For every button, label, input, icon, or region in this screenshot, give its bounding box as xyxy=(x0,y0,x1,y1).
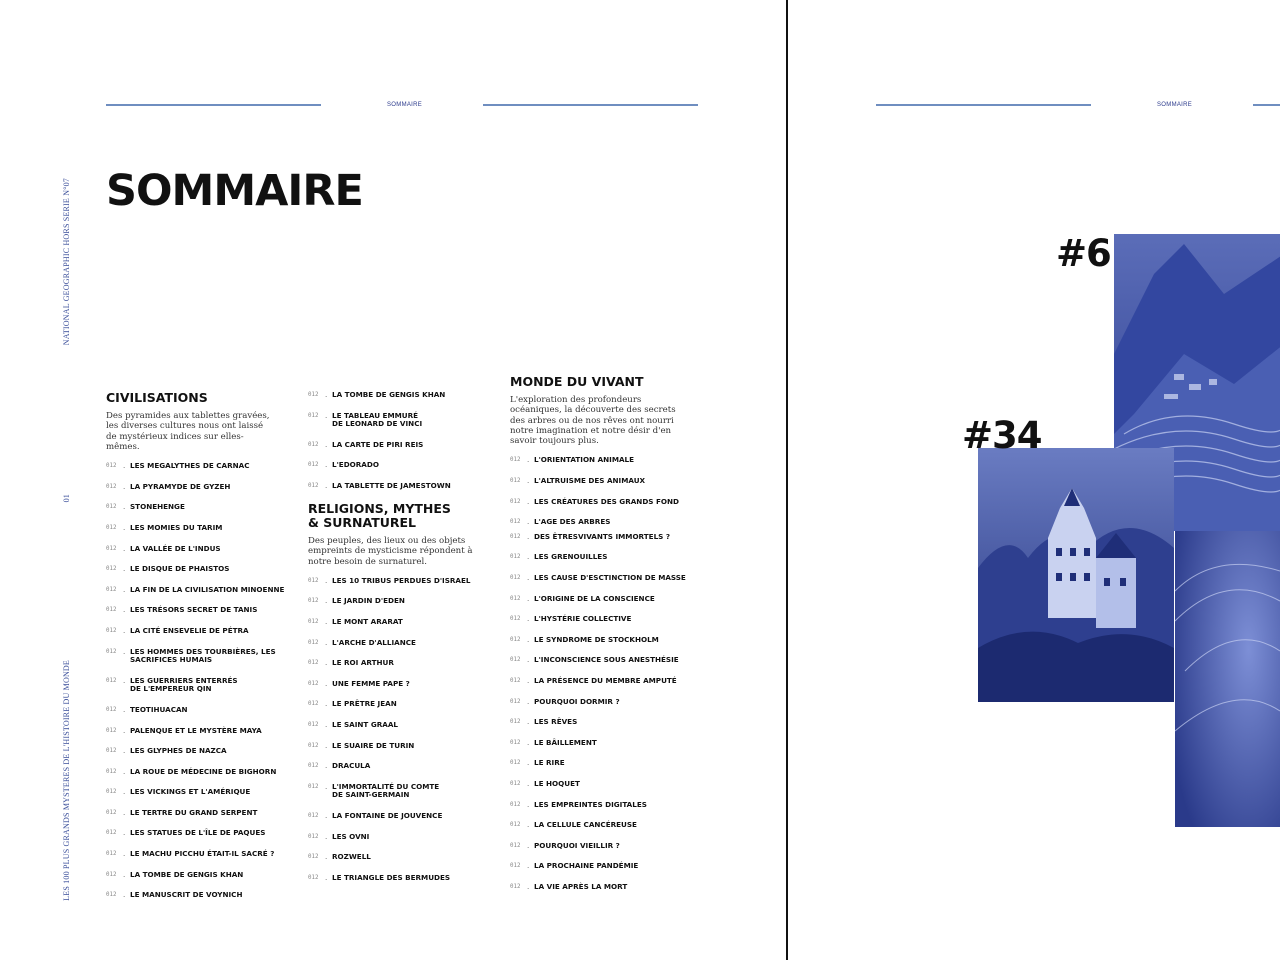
toc-page-number: 012 xyxy=(510,457,521,464)
toc-page-number: 012 xyxy=(106,871,117,878)
toc-separator: . xyxy=(527,717,530,727)
toc-label: L'ORIGINE DE LA CONSCIENCE xyxy=(534,593,655,603)
toc-page-number: 012 xyxy=(308,742,319,749)
toc-page-number: 012 xyxy=(106,851,117,858)
toc-separator: . xyxy=(123,522,126,532)
toc-page-number: 012 xyxy=(308,763,319,770)
toc-item[interactable] xyxy=(106,545,288,554)
toc-item[interactable] xyxy=(510,518,692,527)
toc-page-number: 012 xyxy=(106,648,117,655)
toc-item[interactable] xyxy=(308,659,490,668)
toc-label: LA VIE APRÈS LA MORT xyxy=(534,881,628,891)
section-religions xyxy=(308,502,490,882)
toc-page-number: 012 xyxy=(106,504,117,511)
toc-label: LA CELLULE CANCÉREUSE xyxy=(534,820,637,830)
toc-item[interactable] xyxy=(106,565,288,574)
toc-separator: . xyxy=(527,517,530,527)
toc-label: L'AGE DES ARBRES xyxy=(534,517,611,527)
toc-separator: . xyxy=(123,461,126,471)
header-rule-right xyxy=(1253,104,1280,106)
toc-item[interactable] xyxy=(106,809,288,818)
toc-page-number: 012 xyxy=(106,607,117,614)
header-rule-left xyxy=(106,104,321,106)
toc-page-number: 012 xyxy=(106,789,117,796)
toc-separator: . xyxy=(325,439,328,449)
toc-separator: . xyxy=(325,872,328,882)
toc-item[interactable] xyxy=(308,783,490,800)
toc-item[interactable] xyxy=(106,891,288,900)
toc-label: LES GRENOUILLES xyxy=(534,552,608,562)
toc-item[interactable] xyxy=(106,586,288,595)
toc-separator: . xyxy=(527,573,530,583)
toc-item[interactable] xyxy=(510,780,692,789)
toc-label: L'HYSTÉRIE COLLECTIVE xyxy=(534,614,632,624)
toc-item[interactable] xyxy=(106,871,288,880)
toc-item[interactable] xyxy=(308,441,490,450)
toc-separator: . xyxy=(325,637,328,647)
toc-item[interactable] xyxy=(106,677,288,694)
toc-item[interactable] xyxy=(308,597,490,606)
toc-item[interactable] xyxy=(308,639,490,648)
toc-label: ROZWELL xyxy=(332,852,371,862)
toc-page-number: 012 xyxy=(308,833,319,840)
section-monde-du-vivant xyxy=(510,375,692,892)
toc-separator: . xyxy=(123,502,126,512)
section-civilisations-continued xyxy=(308,391,490,491)
toc-label: LE BÂILLEMENT xyxy=(534,737,597,747)
toc-label: LA FONTAINE DE JOUVENCE xyxy=(332,811,443,821)
toc-item[interactable] xyxy=(106,747,288,756)
toc-page-number: 012 xyxy=(510,616,521,623)
toc-label: L'IMMORTALITÉ DU COMTE DE SAINT-GERMAIN xyxy=(332,781,440,800)
photo-label-34: #34 xyxy=(962,414,1042,457)
toc-separator: . xyxy=(123,828,126,838)
toc-item[interactable] xyxy=(510,801,692,810)
toc-item[interactable] xyxy=(510,698,692,707)
toc-separator: . xyxy=(123,481,126,491)
toc-page-number: 012 xyxy=(308,874,319,881)
bran-castle-photo xyxy=(978,448,1174,702)
toc-label: LE SAINT GRAAL xyxy=(332,720,398,730)
toc-label: LA TOMBE DE GENGIS KHAN xyxy=(332,390,446,399)
toc-item[interactable] xyxy=(308,618,490,627)
toc-item[interactable] xyxy=(308,874,490,883)
toc-item[interactable] xyxy=(510,656,692,665)
toc-item[interactable] xyxy=(308,812,490,821)
toc-item[interactable] xyxy=(510,498,692,507)
toc-page-number: 012 xyxy=(510,636,521,643)
toc-list xyxy=(510,456,692,891)
toc-page-number: 012 xyxy=(308,701,319,708)
toc-item[interactable] xyxy=(510,677,692,686)
toc-item[interactable] xyxy=(106,706,288,715)
toc-separator: . xyxy=(325,678,328,688)
toc-page-number: 012 xyxy=(106,809,117,816)
toc-label: LES CAUSE D'ESCTINCTION DE MASSE xyxy=(534,573,686,583)
header-label: SOMMAIRE xyxy=(1157,102,1193,108)
toc-item[interactable] xyxy=(510,883,692,892)
toc-item[interactable] xyxy=(510,615,692,624)
toc-label: L'INCONSCIENCE SOUS ANESTHÉSIE xyxy=(534,655,679,665)
toc-label: LE PRÊTRE JEAN xyxy=(332,699,397,709)
toc-label: LES STATUES DE L'ÎLE DE PAQUES xyxy=(130,828,266,838)
toc-separator: . xyxy=(325,781,328,791)
toc-page-number: 012 xyxy=(308,577,319,584)
toc-separator: . xyxy=(325,390,328,399)
toc-label: LA TABLETTE DE JAMESTOWN xyxy=(332,480,451,490)
toc-label: LA VALLÉE DE L'INDUS xyxy=(130,543,221,553)
toc-page-number: 012 xyxy=(308,412,319,419)
abstract-blue-photo-art xyxy=(1175,531,1280,827)
toc-separator: . xyxy=(123,543,126,553)
toc-page-number: 012 xyxy=(510,739,521,746)
toc-list xyxy=(308,577,490,883)
toc-item[interactable] xyxy=(106,788,288,797)
toc-label: POURQUOI DORMIR ? xyxy=(534,696,620,706)
toc-separator: . xyxy=(325,831,328,841)
toc-separator: . xyxy=(527,737,530,747)
toc-label: LES MEGALYTHES DE CARNAC xyxy=(130,461,250,471)
toc-page-number: 012 xyxy=(510,883,521,890)
toc-label: STONEHENGE xyxy=(130,502,185,512)
toc-item[interactable] xyxy=(510,553,692,562)
toc-label: LES GLYPHES DE NAZCA xyxy=(130,746,227,756)
toc-item[interactable] xyxy=(106,462,288,471)
toc-separator: . xyxy=(527,696,530,706)
toc-page-number: 012 xyxy=(106,892,117,899)
toc-item[interactable] xyxy=(308,762,490,771)
abstract-blue-photo xyxy=(1175,531,1280,827)
toc-label: POURQUOI VIEILLIR ? xyxy=(534,840,620,850)
toc-separator: . xyxy=(325,480,328,490)
toc-label: LE RIRE xyxy=(534,758,565,768)
toc-label: LES MOMIES DU TARIM xyxy=(130,522,223,532)
toc-page-number: 012 xyxy=(308,462,319,469)
toc-item[interactable] xyxy=(308,482,490,491)
toc-label: LE JARDIN D'EDEN xyxy=(332,596,405,606)
photo-label-6: #6 xyxy=(1056,232,1111,275)
toc-page-number: 012 xyxy=(510,595,521,602)
toc-label: L'EDORADO xyxy=(332,460,379,470)
toc-page-number: 012 xyxy=(106,566,117,573)
toc-item[interactable] xyxy=(510,636,692,645)
toc-page-number: 012 xyxy=(510,478,521,485)
toc-label: LES VICKINGS ET L'AMÉRIQUE xyxy=(130,787,251,797)
toc-label: LE TABLEAU EMMURÉ DE LEONARD DE VINCI xyxy=(332,410,423,429)
toc-list xyxy=(308,391,490,491)
toc-label: LES CRÉATURES DES GRANDS FOND xyxy=(534,496,679,506)
toc-page-number: 012 xyxy=(106,830,117,837)
spine-magazine: NATIONAL GEOGRAPHIC HORS SERIE N°07 xyxy=(62,178,71,346)
toc-separator: . xyxy=(527,778,530,788)
toc-item[interactable] xyxy=(106,524,288,533)
toc-page-number: 012 xyxy=(308,392,319,398)
toc-page-number: 012 xyxy=(510,780,521,787)
toc-item[interactable] xyxy=(308,461,490,470)
toc-label: LE TRIANGLE DES BERMUDES xyxy=(332,872,451,882)
toc-separator: . xyxy=(123,704,126,714)
section-title: RELIGIONS, MYTHES & SURNATUREL xyxy=(308,501,451,530)
toc-page-number: 012 xyxy=(308,639,319,646)
toc-separator: . xyxy=(325,699,328,709)
toc-page-number: 012 xyxy=(308,660,319,667)
toc-list xyxy=(106,462,288,900)
toc-label: UNE FEMME PAPE ? xyxy=(332,678,410,688)
toc-separator: . xyxy=(325,720,328,730)
toc-separator: . xyxy=(527,496,530,506)
toc-label: LA PYRAMYDE DE GYZEH xyxy=(130,481,231,491)
toc-page-number: 012 xyxy=(308,854,319,861)
toc-separator: . xyxy=(527,881,530,891)
toc-separator: . xyxy=(527,676,530,686)
toc-label: L'ARCHE D'ALLIANCE xyxy=(332,637,416,647)
toc-label: L'ORIENTATION ANIMALE xyxy=(534,455,635,465)
toc-label: DRACULA xyxy=(332,761,371,771)
toc-item[interactable] xyxy=(106,627,288,636)
toc-separator: . xyxy=(123,646,126,656)
toc-separator: . xyxy=(123,725,126,735)
toc-item[interactable] xyxy=(106,483,288,492)
toc-separator: . xyxy=(527,820,530,830)
toc-separator: . xyxy=(527,476,530,486)
toc-item[interactable] xyxy=(308,412,490,429)
toc-label: LE TERTRE DU GRAND SERPENT xyxy=(130,807,258,817)
toc-separator: . xyxy=(123,625,126,635)
toc-separator: . xyxy=(123,890,126,900)
bran-castle-photo-art xyxy=(978,448,1174,702)
toc-separator: . xyxy=(123,807,126,817)
toc-label: L'ALTRUISME DES ANIMAUX xyxy=(534,476,646,486)
toc-item[interactable] xyxy=(510,862,692,871)
toc-page-number: 012 xyxy=(510,498,521,505)
toc-page-number: 012 xyxy=(510,575,521,582)
toc-page-number: 012 xyxy=(510,678,521,685)
toc-separator: . xyxy=(527,799,530,809)
toc-label: LA CITÉ ENSEVELIE DE PÉTRA xyxy=(130,625,249,635)
toc-page-number: 012 xyxy=(106,727,117,734)
toc-item[interactable] xyxy=(106,768,288,777)
toc-separator: . xyxy=(325,575,328,585)
toc-separator: . xyxy=(527,758,530,768)
toc-label: DES ÊTRESVIVANTS IMMORTELS ? xyxy=(534,531,670,541)
toc-separator: . xyxy=(325,410,328,420)
toc-page-number: 012 xyxy=(106,748,117,755)
spine-folio: 01 xyxy=(62,494,71,503)
toc-label: LA TOMBE DE GENGIS KHAN xyxy=(130,869,244,879)
toc-separator: . xyxy=(527,614,530,624)
toc-page-number: 012 xyxy=(308,722,319,729)
toc-page-number: 012 xyxy=(106,524,117,531)
toc-item[interactable] xyxy=(106,648,288,665)
toc-separator: . xyxy=(527,634,530,644)
toc-item[interactable] xyxy=(308,853,490,862)
toc-page-number: 012 xyxy=(106,545,117,552)
toc-item[interactable] xyxy=(510,456,692,465)
toc-label: LA PROCHAINE PANDÉMIE xyxy=(534,861,639,871)
toc-label: LES RÊVES xyxy=(534,717,578,727)
toc-page-number: 012 xyxy=(106,768,117,775)
toc-item[interactable] xyxy=(510,595,692,604)
toc-item[interactable] xyxy=(308,680,490,689)
toc-item[interactable] xyxy=(510,821,692,830)
toc-page-number: 012 xyxy=(308,813,319,820)
toc-label: LES TRÉSORS SECRET DE TANIS xyxy=(130,605,258,615)
section-title: CIVILISATIONS xyxy=(106,390,208,405)
spine-title: LES 100 PLUS GRANDS MYSTERES DE L'HISTOIRE DU MONDE xyxy=(62,660,71,901)
toc-separator: . xyxy=(527,531,530,541)
toc-item[interactable] xyxy=(308,742,490,751)
toc-label: LE MANUSCRIT DE VOYNICH xyxy=(130,890,243,900)
toc-item[interactable] xyxy=(510,718,692,727)
toc-page-number: 012 xyxy=(308,680,319,687)
toc-page-number: 012 xyxy=(106,463,117,470)
toc-separator: . xyxy=(123,675,126,685)
right-page xyxy=(788,0,1280,960)
toc-separator: . xyxy=(123,766,126,776)
toc-item[interactable] xyxy=(106,850,288,859)
toc-page-number: 012 xyxy=(308,441,319,448)
toc-label: LE MONT ARARAT xyxy=(332,617,403,627)
toc-separator: . xyxy=(527,552,530,562)
toc-separator: . xyxy=(527,655,530,665)
header-rule-right xyxy=(483,104,698,106)
section-description: Des peuples, des lieux ou des objets empreints de mysticisme répondent à notre besoin de surnaturel. xyxy=(308,536,473,567)
toc-item[interactable] xyxy=(308,700,490,709)
toc-separator: . xyxy=(325,811,328,821)
toc-page-number: 012 xyxy=(106,586,117,593)
toc-label: LE SUAIRE DE TURIN xyxy=(332,740,415,750)
header-label: SOMMAIRE xyxy=(387,102,423,108)
toc-separator: . xyxy=(325,852,328,862)
section-description: L'exploration des profondeurs océaniques, la découverte des secrets des arbres ou de nos rêves ont nourri notre imagination et notre désir d'en savoir toujours plus. xyxy=(510,395,676,447)
page-title: SOMMAIRE xyxy=(106,166,363,216)
toc-page-number: 012 xyxy=(510,863,521,870)
toc-page-number: 012 xyxy=(308,783,319,790)
toc-item[interactable] xyxy=(106,829,288,838)
toc-item[interactable] xyxy=(308,833,490,842)
header-rule-left xyxy=(876,104,1091,106)
toc-item[interactable] xyxy=(106,606,288,615)
toc-label: LE MACHU PICCHU ÉTAIT-IL SACRÉ ? xyxy=(130,849,275,859)
toc-label: LE HOQUET xyxy=(534,778,580,788)
toc-separator: . xyxy=(325,658,328,668)
toc-label: LE SYNDROME DE STOCKHOLM xyxy=(534,634,659,644)
toc-item[interactable] xyxy=(106,503,288,512)
toc-label: TEOTIHUACAN xyxy=(130,704,188,714)
toc-item[interactable] xyxy=(308,391,490,400)
toc-page-number: 012 xyxy=(308,482,319,489)
section-description: Des pyramides aux tablettes gravées, les diverses cultures nous ont laissé de mystérieux indices sur elles-mêmes. xyxy=(106,411,270,452)
toc-page-number: 012 xyxy=(510,554,521,561)
toc-page-number: 012 xyxy=(106,627,117,634)
toc-item[interactable] xyxy=(510,477,692,486)
toc-label: LA ROUE DE MÉDECINE DE BIGHORN xyxy=(130,766,277,776)
toc-separator: . xyxy=(527,455,530,465)
toc-separator: . xyxy=(123,564,126,574)
toc-label: LES 10 TRIBUS PERDUES D'ISRAEL xyxy=(332,575,471,585)
toc-label: LA PRÉSENCE DU MEMBRE AMPUTÉ xyxy=(534,676,677,686)
toc-page-number: 012 xyxy=(106,706,117,713)
toc-page-number: 012 xyxy=(510,719,521,726)
toc-page-number: 012 xyxy=(510,519,521,526)
toc-label: LES GUERRIERS ENTERRÉS DE L'EMPEREUR QIN xyxy=(130,675,238,694)
toc-page-number: 012 xyxy=(106,677,117,684)
toc-page-number: 012 xyxy=(510,533,521,540)
toc-label: PALENQUE ET LE MYSTÈRE MAYA xyxy=(130,725,262,735)
toc-page-number: 012 xyxy=(106,483,117,490)
toc-item[interactable] xyxy=(510,739,692,748)
toc-page-number: 012 xyxy=(510,657,521,664)
toc-separator: . xyxy=(527,593,530,603)
toc-label: LE ROI ARTHUR xyxy=(332,658,394,668)
toc-item[interactable] xyxy=(510,759,692,768)
toc-separator: . xyxy=(527,861,530,871)
toc-separator: . xyxy=(325,761,328,771)
toc-separator: . xyxy=(325,740,328,750)
toc-separator: . xyxy=(123,869,126,879)
toc-page-number: 012 xyxy=(510,801,521,808)
toc-separator: . xyxy=(325,460,328,470)
toc-label: LE DISQUE DE PHAISTOS xyxy=(130,564,230,574)
toc-item[interactable] xyxy=(308,721,490,730)
toc-item[interactable] xyxy=(106,727,288,736)
toc-separator: . xyxy=(123,787,126,797)
toc-separator: . xyxy=(325,617,328,627)
toc-label: LES HOMMES DES TOURBIÈRES, LES SACRIFICES HUMAIS xyxy=(130,646,276,665)
toc-label: LA FIN DE LA CIVILISATION MINOENNE xyxy=(130,584,285,594)
section-civilisations xyxy=(106,391,288,900)
toc-label: LES EMPREINTES DIGITALES xyxy=(534,799,647,809)
toc-page-number: 012 xyxy=(510,760,521,767)
toc-page-number: 012 xyxy=(510,842,521,849)
toc-page-number: 012 xyxy=(510,822,521,829)
section-title: MONDE DU VIVANT xyxy=(510,374,644,389)
toc-item[interactable] xyxy=(308,577,490,586)
toc-separator: . xyxy=(123,605,126,615)
toc-separator: . xyxy=(123,584,126,594)
toc-page-number: 012 xyxy=(308,598,319,605)
toc-separator: . xyxy=(123,746,126,756)
toc-label: LA CARTE DE PIRI REIS xyxy=(332,439,424,449)
toc-page-number: 012 xyxy=(308,619,319,626)
toc-item[interactable] xyxy=(510,842,692,851)
toc-item[interactable] xyxy=(510,533,692,542)
toc-separator: . xyxy=(123,849,126,859)
toc-item[interactable] xyxy=(510,574,692,583)
toc-separator: . xyxy=(527,840,530,850)
toc-page-number: 012 xyxy=(510,698,521,705)
toc-separator: . xyxy=(325,596,328,606)
toc-label: LES OVNI xyxy=(332,831,370,841)
